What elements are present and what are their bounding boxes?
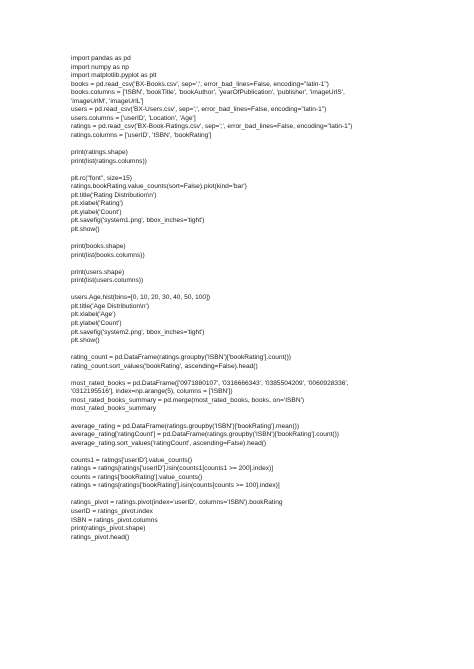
code-line [71,414,466,423]
code-line [71,260,466,269]
code-line: ratings = pd.read_csv('BX-Book-Ratings.csv', sep=';', error_bad_lines=False, encoding="latin-1") [71,123,353,131]
code-line: rating_count.sort_values('bookRating', ascending=False).head() [71,362,258,370]
code-line: average_rating['ratingCount'] = pd.DataFrame(ratings.groupby('ISBN')['bookRating'].count()) [71,431,339,439]
code-line: import matplotlib.pyplot as plt [71,72,157,80]
code-line [71,491,466,500]
code-line: userID = ratings_pivot.index [71,507,153,515]
code-line: rating_count = pd.DataFrame(ratings.groupby('ISBN')['bookRating'].count()) [71,354,291,362]
code-line: users.columns = ['userID', 'Location', 'Age'] [71,114,196,122]
code-line: print(users.shape) [71,268,125,276]
code-line [71,140,466,149]
code-line: plt.ylabel('Count') [71,319,122,327]
code-line: plt.ylabel('Count') [71,208,122,216]
code-line [71,166,466,175]
code-line: '0312195516'], index=np.arange(5), columns = ['ISBN']) [71,388,233,396]
code-line: ratings = ratings[ratings['bookRating'].isin(counts[counts >= 100].index)] [71,482,280,490]
code-line: most_rated_books_summary [71,405,157,413]
code-line: books = pd.read_csv('BX-Books.csv', sep=';', error_bad_lines=False, encoding="latin-1") [71,80,329,88]
code-line: users = pd.read_csv('BX-Users.csv', sep=';', error_bad_lines=False, encoding="latin-1") [71,106,327,114]
code-block [71,55,466,542]
code-line: print(ratings_pivot.shape) [71,525,146,533]
code-line: print(list(ratings.columns)) [71,157,147,165]
code-line: counts = ratings['bookRating'].value_counts() [71,473,203,481]
code-line: counts1 = ratings['userID'].value_counts() [71,456,193,464]
code-line [71,448,466,457]
code-line [71,371,466,380]
code-line: print(books.shape) [71,243,126,251]
code-line: most_rated_books_summary = pd.merge(most_rated_books, books, on='ISBN') [71,396,305,404]
code-line: print(list(books.columns)) [71,251,145,259]
code-line: ratings.columns = ['userID', 'ISBN', 'bookRating'] [71,131,212,139]
code-line: print(list(users.columns)) [71,277,144,285]
code-line: import numpy as np [71,63,129,71]
code-line: most_rated_books = pd.DataFrame(['0971880107', '0316666343', '0385504209', '0060928336', [71,379,349,387]
code-line: plt.show() [71,337,100,345]
code-line: average_rating.sort_values('ratingCount', ascending=False).head() [71,439,267,447]
code-line: ratings_pivot.head() [71,533,130,541]
code-line: plt.savefig('system2.png', bbox_inches='tight') [71,328,205,336]
code-line: ratings_pivot = ratings.pivot(index='userID', columns='ISBN').bookRating [71,499,283,507]
code-line: import pandas as pd [71,55,131,62]
code-line: plt.savefig('system1.png', bbox_inches='tight') [71,217,205,225]
code-line: print(ratings.shape) [71,149,128,157]
code-line: plt.xlabel('Age') [71,311,116,319]
code-line: ratings.bookRating.value_counts(sort=False).plot(kind='bar') [71,183,247,191]
code-line: plt.rc("font", size=15) [71,174,132,182]
code-line: ratings = ratings[ratings['userID'].isin(counts1[counts1 >= 200].index)] [71,465,274,473]
code-line: 'imageUrlM', 'imageUrlL'] [71,97,144,105]
code-line [71,286,466,295]
code-line: plt.show() [71,225,100,233]
code-line: average_rating = pd.DataFrame(ratings.groupby('ISBN')['bookRating'].mean()) [71,422,300,430]
code-line: users.Age.hist(bins=[0, 10, 20, 30, 40, 50, 100]) [71,294,211,302]
code-line: books.columns = ['ISBN', 'bookTitle', 'bookAuthor', 'yearOfPublication', 'publisher', 'imageUrlS', [71,89,345,97]
code-line: plt.xlabel('Rating') [71,200,123,208]
code-line: plt.title('Rating Distribution\n') [71,191,157,199]
code-line: ISBN = ratings_pivot.columns [71,516,158,524]
code-line [71,346,466,355]
code-line [71,234,466,243]
code-line: plt.title('Age Distribution\n') [71,302,150,310]
